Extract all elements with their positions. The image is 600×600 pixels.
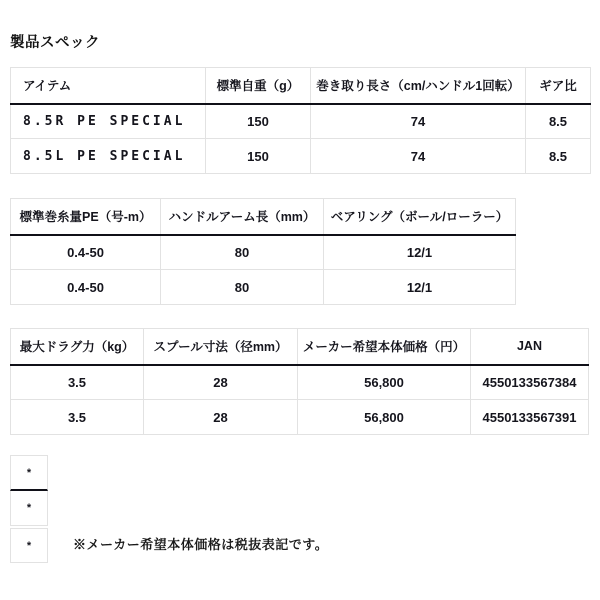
page-title: 製品スペック — [10, 35, 100, 51]
jan-code-cell: 4550133567384 — [471, 365, 589, 400]
column-header-max-drag: 最大ドラグ力（kg） — [11, 329, 144, 365]
table-cell: 150 — [206, 104, 311, 139]
table-row — [11, 400, 589, 435]
table-cell: 80 — [161, 270, 324, 305]
column-header-handle-length: ハンドルアーム長（mm） — [161, 199, 324, 235]
header-row — [11, 199, 516, 235]
footnote-marker-cell: * — [10, 528, 48, 563]
jan-code-cell: 4550133567391 — [471, 400, 589, 435]
table-row — [11, 365, 589, 400]
column-header-jan: JAN — [471, 329, 589, 365]
footer-area — [10, 455, 590, 563]
table-row — [11, 235, 516, 270]
footnote-marker-table — [10, 455, 48, 563]
table-cell: 56,800 — [298, 400, 471, 435]
column-header-weight: 標準自重（g） — [206, 68, 311, 104]
column-header-bearings: ベアリング（ボール/ローラー） — [324, 199, 516, 235]
column-header-gear-ratio: ギア比 — [526, 68, 591, 104]
table-cell: 0.4-50 — [11, 270, 161, 305]
spec-table-line — [10, 198, 516, 305]
table-cell: 28 — [144, 400, 298, 435]
table-row — [11, 104, 591, 139]
footnote-marker-header: * — [10, 455, 48, 491]
table-cell: 28 — [144, 365, 298, 400]
column-header-msrp: メーカー希望本体価格（円） — [298, 329, 471, 365]
item-name-cell: 8.5R PE SPECIAL — [11, 104, 206, 139]
header-row — [11, 329, 589, 365]
table-cell: 12/1 — [324, 235, 516, 270]
column-header-item: アイテム — [11, 68, 206, 104]
table-row — [11, 139, 591, 174]
footnote-marker-cell: * — [10, 491, 48, 526]
spec-table-main — [10, 67, 591, 174]
table-cell: 74 — [311, 139, 526, 174]
header-row — [11, 68, 591, 104]
table-cell: 56,800 — [298, 365, 471, 400]
table-row — [11, 270, 516, 305]
table-cell: 8.5 — [526, 139, 591, 174]
column-header-spool-size: スプール寸法（径mm） — [144, 329, 298, 365]
table-cell: 3.5 — [11, 400, 144, 435]
table-cell: 3.5 — [11, 365, 144, 400]
column-header-line-capacity: 標準巻糸量PE（号-m） — [11, 199, 161, 235]
spec-table-price — [10, 328, 589, 435]
table-cell: 150 — [206, 139, 311, 174]
column-header-retrieve: 巻き取り長さ（cm/ハンドル1回転） — [311, 68, 526, 104]
table-cell: 80 — [161, 235, 324, 270]
table-cell: 12/1 — [324, 270, 516, 305]
table-cell: 0.4-50 — [11, 235, 161, 270]
tax-note-text: ※メーカー希望本体価格は税抜表記です。 — [73, 537, 329, 552]
item-name-cell: 8.5L PE SPECIAL — [11, 139, 206, 174]
table-cell: 74 — [311, 104, 526, 139]
table-cell: 8.5 — [526, 104, 591, 139]
